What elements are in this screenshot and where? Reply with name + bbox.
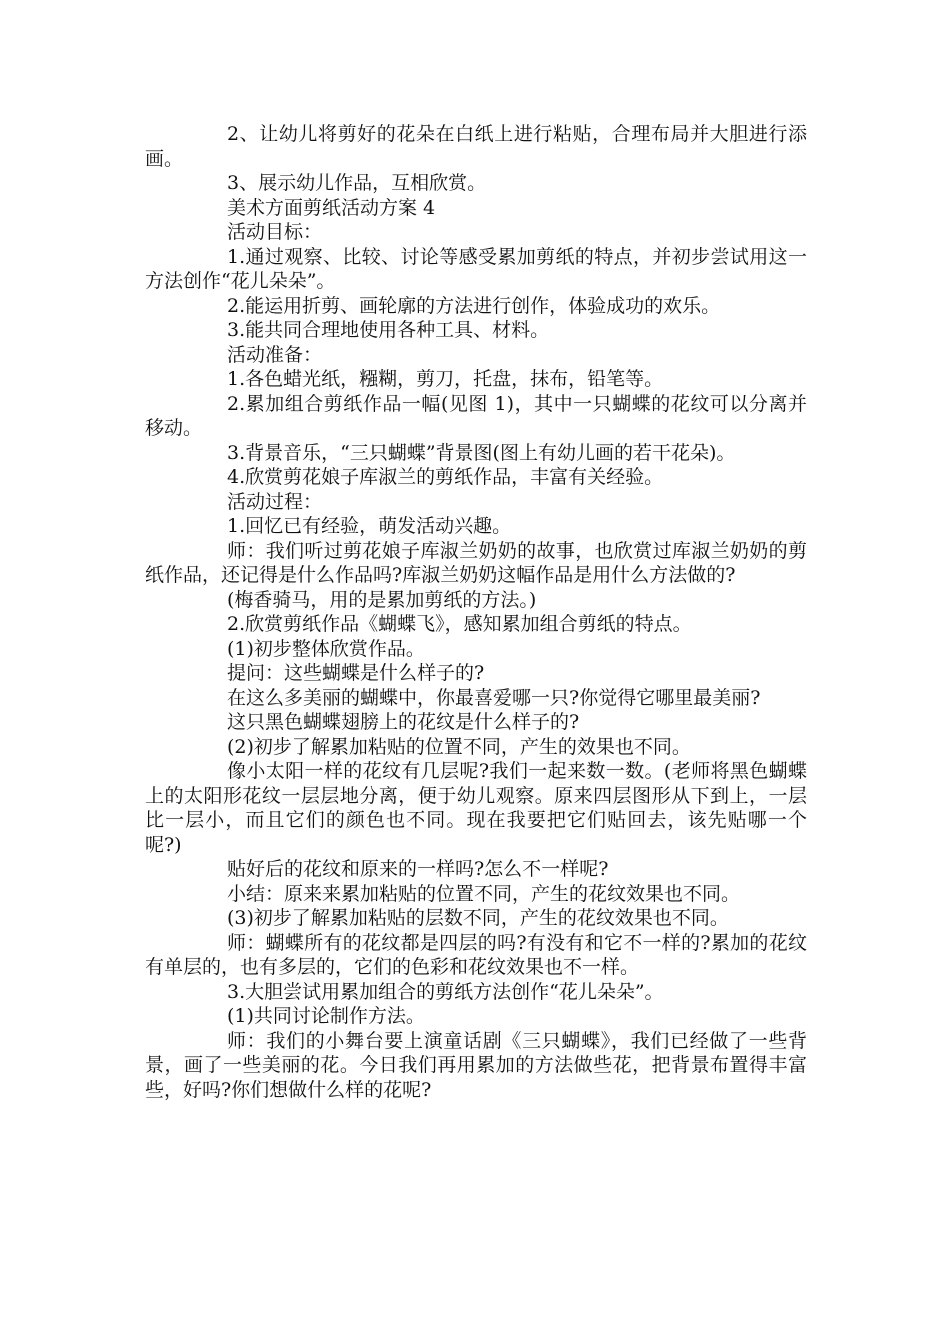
paragraph: 3.大胆尝试用累加组合的剪纸方法创作“花儿朵朵”。 [227,980,664,1003]
paragraph: 1.各色蜡光纸，糨糊，剪刀，托盘，抹布，铅笔等。 [227,368,664,390]
paragraph: 1.通过观察、比较、讨论等感受累加剪纸的特点，并初步尝试用这一方法创作“花儿朵朵”。 [145,245,807,292]
paragraph: 2.欣赏剪纸作品《蝴蝶飞》，感知累加组合剪纸的特点。 [227,613,692,635]
paragraph: 3、展示幼儿作品，互相欣赏。 [227,172,487,194]
paragraph: 3.背景音乐，“三只蝴蝶”背景图(图上有幼儿画的若干花朵)。 [227,441,736,464]
paragraph: 1.回忆已有经验，萌发活动兴趣。 [227,515,512,537]
paragraph: 3.能共同合理地使用各种工具、材料。 [227,319,550,341]
paragraph: 像小太阳一样的花纹有几层呢?我们一起来数一数。(老师将黑色蝴蝶上的太阳形花纹一层层地分离，便于幼儿观察。原来四层图形从下到上，一层比一层小，而且它们的颜色也不同。现在我要把它们贴回去，该先贴哪一个呢?) [145,760,807,856]
section-title: 美术方面剪纸活动方案 4 [227,196,436,219]
paragraph: 贴好后的花纹和原来的一样吗?怎么不一样呢? [227,858,609,880]
paragraph: (1)初步整体欣赏作品。 [227,637,425,660]
paragraph: 2.累加组合剪纸作品一幅(见图 1)，其中一只蝴蝶的花纹可以分离并移动。 [145,392,807,439]
paragraph: (2)初步了解累加粘贴的位置不同，产生的效果也不同。 [227,735,691,758]
paragraph: (1)共同讨论制作方法。 [227,1005,425,1027]
heading-process: 活动过程： [227,490,323,513]
paragraph: (梅香骑马，用的是累加剪纸的方法。) [227,588,537,611]
heading-preparation: 活动准备： [227,343,323,366]
paragraph: 提问：这些蝴蝶是什么样子的? [227,662,485,684]
paragraph: (3)初步了解累加粘贴的层数不同，产生的花纹效果也不同。 [227,907,729,929]
paragraph: 2、让幼儿将剪好的花朵在白纸上进行粘贴，合理布局并大胆进行添画。 [145,123,807,170]
paragraph: 师：我们的小舞台要上演童话剧《三只蝴蝶》，我们已经做了一些背景，画了一些美丽的花。今日我们再用累加的方法做些花，把背景布置得丰富些，好吗?你们想做什么样的花呢? [145,1029,807,1101]
paragraph: 在这么多美丽的蝴蝶中，你最喜爱哪一只?你觉得它哪里最美丽? [227,686,761,709]
document-body [145,122,807,1102]
paragraph: 小结：原来来累加粘贴的位置不同，产生的花纹效果也不同。 [227,882,741,905]
heading-objectives: 活动目标： [227,221,323,243]
paragraph: 师：蝴蝶所有的花纹都是四层的吗?有没有和它不一样的?累加的花纹有单层的，也有多层的，它们的色彩和花纹效果也不一样。 [145,931,807,978]
paragraph: 这只黑色蝴蝶翅膀上的花纹是什么样子的? [227,711,580,733]
paragraph: 师：我们听过剪花娘子库淑兰奶奶的故事，也欣赏过库淑兰奶奶的剪纸作品，还记得是什么作品吗?库淑兰奶奶这幅作品是用什么方法做的? [145,539,807,586]
paragraph: 2.能运用折剪、画轮廓的方法进行创作，体验成功的欢乐。 [227,294,721,317]
paragraph: 4.欣赏剪花娘子库淑兰的剪纸作品，丰富有关经验。 [227,466,664,488]
